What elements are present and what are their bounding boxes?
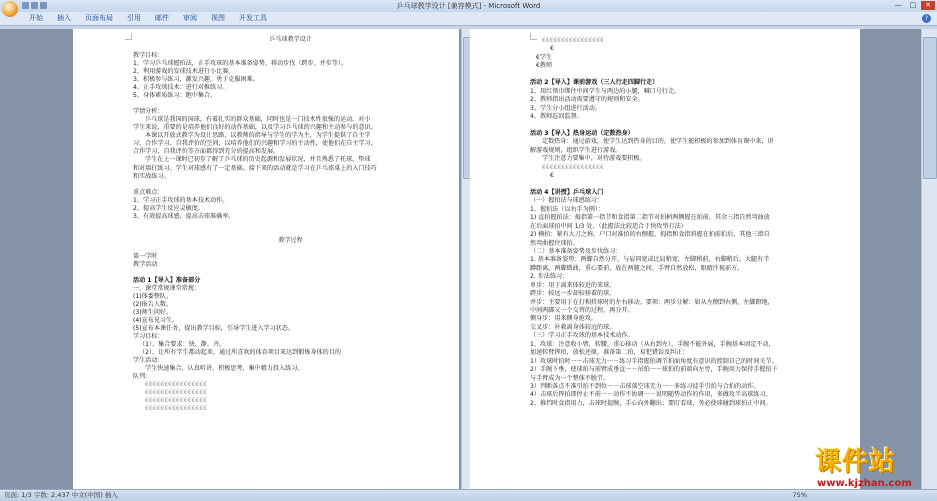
ribbon-tabs-bar [0, 12, 937, 26]
text-line: 学生来说，重要的是培养他们良好的动作基础，以及学习乒乓球的兴趣和主动参与的意识。 [133, 124, 377, 132]
text-line: 加速转臂挥拍，放松还原，准备第二拍，易犯错误及纠正： [530, 349, 689, 357]
text-line: 交叉步：补救离身体较远的球。 [530, 323, 616, 331]
title-bar [0, 0, 937, 12]
scroll-thumb[interactable] [923, 37, 937, 179]
text-line: 解游戏规则，组织学生进行游戏。 [530, 146, 622, 154]
text-line: 学情分析： [133, 108, 164, 116]
document-workspace [0, 29, 937, 489]
text-line: 中间两脚又一个交替的过程，再分开。 [530, 307, 634, 314]
text-line: 教学目标： [133, 52, 164, 60]
text-line [530, 180, 848, 188]
text-line: 侧身步：用来侧身抢攻。 [530, 315, 598, 323]
text-line [133, 245, 448, 253]
text-line: （1）、集合要求：快、静、齐。 [139, 341, 226, 349]
text-line: 活动 1【导入】准备部分 [133, 276, 201, 284]
text-line: 1. 基本准备姿势：两脚自然分开，与肩同宽或比肩稍宽，左脚稍前，右脚稍后，大腿有半 [530, 256, 770, 264]
watermark-url: www.kjzhan.com [817, 478, 912, 489]
text-line: 乒乓球是我国的国球，有着扎实的群众基础，同时也是一门技术性很强的运动，对小 [145, 116, 371, 124]
minimize-button[interactable]: — [894, 1, 902, 9]
text-line: 与手臂成为一个整体不脱节。 [530, 374, 610, 382]
text-line: 学习目标： [133, 333, 164, 341]
text-line: 2、利用游戏的发球技术进行小比赛。 [133, 68, 235, 76]
text-line: 3、学生分小组进行活动。 [530, 104, 601, 112]
text-line: € [550, 172, 554, 179]
text-line: €学生 [536, 53, 553, 61]
text-line: 第一学时 [133, 252, 158, 260]
text-line: €€€€€€€€€€€€€€€€ [145, 381, 208, 389]
text-line [133, 221, 448, 229]
text-line: 乒乓球教学设计 [269, 36, 312, 43]
text-line [133, 44, 448, 52]
text-line [133, 181, 448, 189]
text-line: 2. 步法练习： [530, 273, 569, 281]
text-line: 并步：主要用于在打相持球时的左右移动。要领：两步分解：如从左侧到右侧，左脚蹬地， [530, 298, 774, 306]
text-line: 活动 3【导入】热身运动（定数热身） [530, 129, 634, 137]
text-line [133, 229, 448, 237]
text-line: €€€€€€€€€€€€€€€€ [145, 389, 208, 397]
text-line: (1)体委整队。 [133, 293, 173, 300]
text-line [133, 269, 448, 277]
text-line: €€€€€€€€€€€€€€€€ [145, 405, 208, 413]
status-bar [0, 489, 937, 501]
tab-insert[interactable]: 插入 [57, 14, 71, 22]
zoom-level[interactable]: 75% [792, 491, 807, 499]
text-line [133, 100, 448, 108]
text-line: €€€€€€€€€€€€€€€€ [542, 37, 605, 44]
text-line: 1）攻球时拍时一－击球无力一－练习手指握拍调节拍面角度有意识的控制自己的时间关节。 [530, 357, 778, 365]
text-line [530, 121, 848, 129]
text-line: 合作学习、自我评价等方面都得到充分的提高和发展。 [133, 148, 280, 156]
crop-mark [125, 33, 132, 40]
text-line: €€€€€€€€€€€€€€€€ [145, 397, 208, 405]
text-line: （一）握拍法与球感练习： [530, 197, 604, 205]
tab-developer[interactable]: 开发工具 [239, 14, 267, 22]
text-line: 学生在上一课时已初步了解了乒乓球的历史起源和发展状况，并且熟悉了托球、垫球 [145, 156, 371, 164]
text-line: 本课以开放式教学为设计思路，以教师的指导与学生的学为主，为学生提供了自主学 [145, 132, 371, 140]
maximize-button[interactable]: □ [909, 1, 917, 9]
text-line: 1) 直拍握拍法：拇指第一指节和食指第二指节对拍柄两侧握在拍前，其余三指自然弯曲放 [530, 214, 770, 222]
text-line: 2) 横拍：紧有大刀之称，户口对准拍的右侧握，拇指和食指斜握在拍前拍后，其他三指自 [530, 231, 770, 239]
text-line: 和对墙打练习。学生对球感有了一定基础。接下来的活动就是学习在乒乓球桌上的入门技巧 [133, 164, 377, 172]
text-line: 教学过程 [278, 236, 303, 244]
text-line: 习、合作学习、自我评价的空间，以培养他们的兴趣和学习的主动性，使他们在自主学习、 [133, 140, 377, 148]
watermark-title: 课件站 [815, 447, 897, 477]
text-line: （2）、让所有学生都动起来，通过所喜欢的体育项目来达到锻炼身体的目的 [139, 349, 341, 357]
text-line: 2）手腕下垂，使球拍与前臂成垂直一－吊拍一－球拍的前端向左旁，手腕用力保持手握拍子 [530, 366, 778, 374]
text-line: 然弯曲握住球拍。 [530, 239, 579, 247]
text-line: 蹲距离，两脚微曲，重心要前，放在两腿之间，手臂自然放松，眼睛注视前方。 [530, 264, 744, 272]
text-line: 教学活动 [133, 260, 158, 268]
text-line: 和实战练习。 [133, 172, 170, 180]
office-button-icon[interactable] [2, 1, 18, 17]
text-line: 2、推挡时食指用力，击球时提腕，手心向外翻出；要盯看球，务必使球碰到球拍正中间。 [530, 399, 772, 407]
text-line: (2)报告人数。 [133, 301, 173, 309]
text-line: 4、正手攻球技术：进行对推练习。 [133, 84, 229, 92]
text-line: 学生注意力要集中，对待游戏要积极。 [542, 155, 646, 163]
document-page-2[interactable] [470, 29, 860, 489]
text-line: € [550, 45, 554, 53]
window-title: 乒乓球教学设计 [兼容模式] - Microsoft Word [396, 2, 541, 10]
text-line: 在后面球拍中间 1/3 处。（此握法比较适合于快攻型打法） [530, 222, 687, 230]
help-icon[interactable]: ? [922, 14, 931, 23]
text-line: (3)师生问好。 [133, 309, 173, 317]
text-line: 1、攻球：注意收小臂，转腰，重心移动（从右到左），手腕不能外展，手腕基本固定不动， [530, 340, 775, 348]
text-line: 1、握拍法（以右手为例）： [530, 205, 604, 213]
tab-view[interactable]: 视图 [211, 14, 225, 22]
text-line: 5、身体素质练习：跑中集合。 [133, 92, 217, 100]
tab-home[interactable]: 开始 [29, 14, 43, 22]
text-line: 一、课堂常规课堂常规： [133, 284, 201, 292]
status-text: 页面: 1/3 字数: 2,437 中文(中国) 插入 [4, 491, 118, 499]
text-line: 1、学习正手攻球的基本技术动作。 [133, 196, 229, 204]
text-line [530, 71, 848, 79]
tab-review[interactable]: 审阅 [183, 14, 197, 22]
watermark-logo [815, 447, 927, 499]
text-line: 活动 2【导入】课前游戏（三人行走四脚行走） [530, 79, 659, 87]
text-line: 活动 4【讲授】乒乓球入门 [530, 188, 604, 196]
text-line: (5)宣布本课任务，提出教学目标，引导学生进入学习状态。 [133, 325, 294, 333]
text-line: €教师 [536, 62, 553, 70]
vertical-scrollbar-right[interactable] [921, 29, 937, 489]
text-line: 3、有效提高球感，提高击球准确率。 [133, 212, 235, 220]
text-line: 队列： [133, 373, 152, 381]
text-line: 跨步：较远一步却较移着的球。 [530, 290, 616, 298]
text-line: 2、教师指出活动需要遵守的规则和安全。 [530, 96, 644, 104]
text-line: 学生活动： [133, 357, 164, 365]
tab-mailings[interactable]: 邮件 [155, 14, 169, 22]
text-line: 1、学习乒乓球握拍法，正手攻球的基本准备姿势，移动步伐（跨步、并步等）。 [133, 60, 348, 68]
page-2-text [530, 37, 848, 408]
text-line: 4）击球后挥拍即停止不前一－动作不协调一－说明随势动作的作用，多做攻半高球练习。 [530, 391, 772, 399]
text-line: (4)宣布见习生。 [133, 317, 179, 325]
text-line: €€€€€€€€€€€€€€€€ [542, 163, 605, 171]
text-line: 单步：用于离来体较近的来球。 [530, 281, 616, 289]
text-line: 4、教师巡回监督。 [530, 112, 583, 120]
document-page-1[interactable] [73, 29, 459, 489]
text-line: 3）判断落点不准引拍不到位一－击球落空球无力一－多练习徒手引拍与合拍的动作。 [530, 382, 760, 390]
text-line: 重点难点： [133, 188, 164, 196]
tab-references[interactable]: 引用 [127, 14, 141, 22]
text-line: 学生快速集合，认真听讲，积极思考，集中精力投入练习。 [145, 365, 304, 373]
window-controls [891, 1, 935, 10]
text-line: （三）学习正手攻球的基本技术动作。 [530, 332, 634, 340]
text-line: 3、积极参与练习，激发兴趣，勇于克服困难。 [133, 76, 259, 84]
text-line: 1、用红领巾绑住中间学生与两边的小腿，喊口号行走。 [530, 87, 681, 95]
tab-page-layout[interactable]: 页面布局 [85, 14, 113, 22]
close-button[interactable]: ✕ [921, 1, 935, 10]
text-line: 2、提高学生反应灵敏度。 [133, 204, 204, 212]
text-line: 定数热身：通过游戏，使学生达到热身的目的，使学生能积极的参加到体育课中来，讲 [542, 138, 774, 146]
text-line: （二）基本准备姿势及步伐练习： [530, 247, 622, 255]
page-1-text [133, 36, 448, 413]
